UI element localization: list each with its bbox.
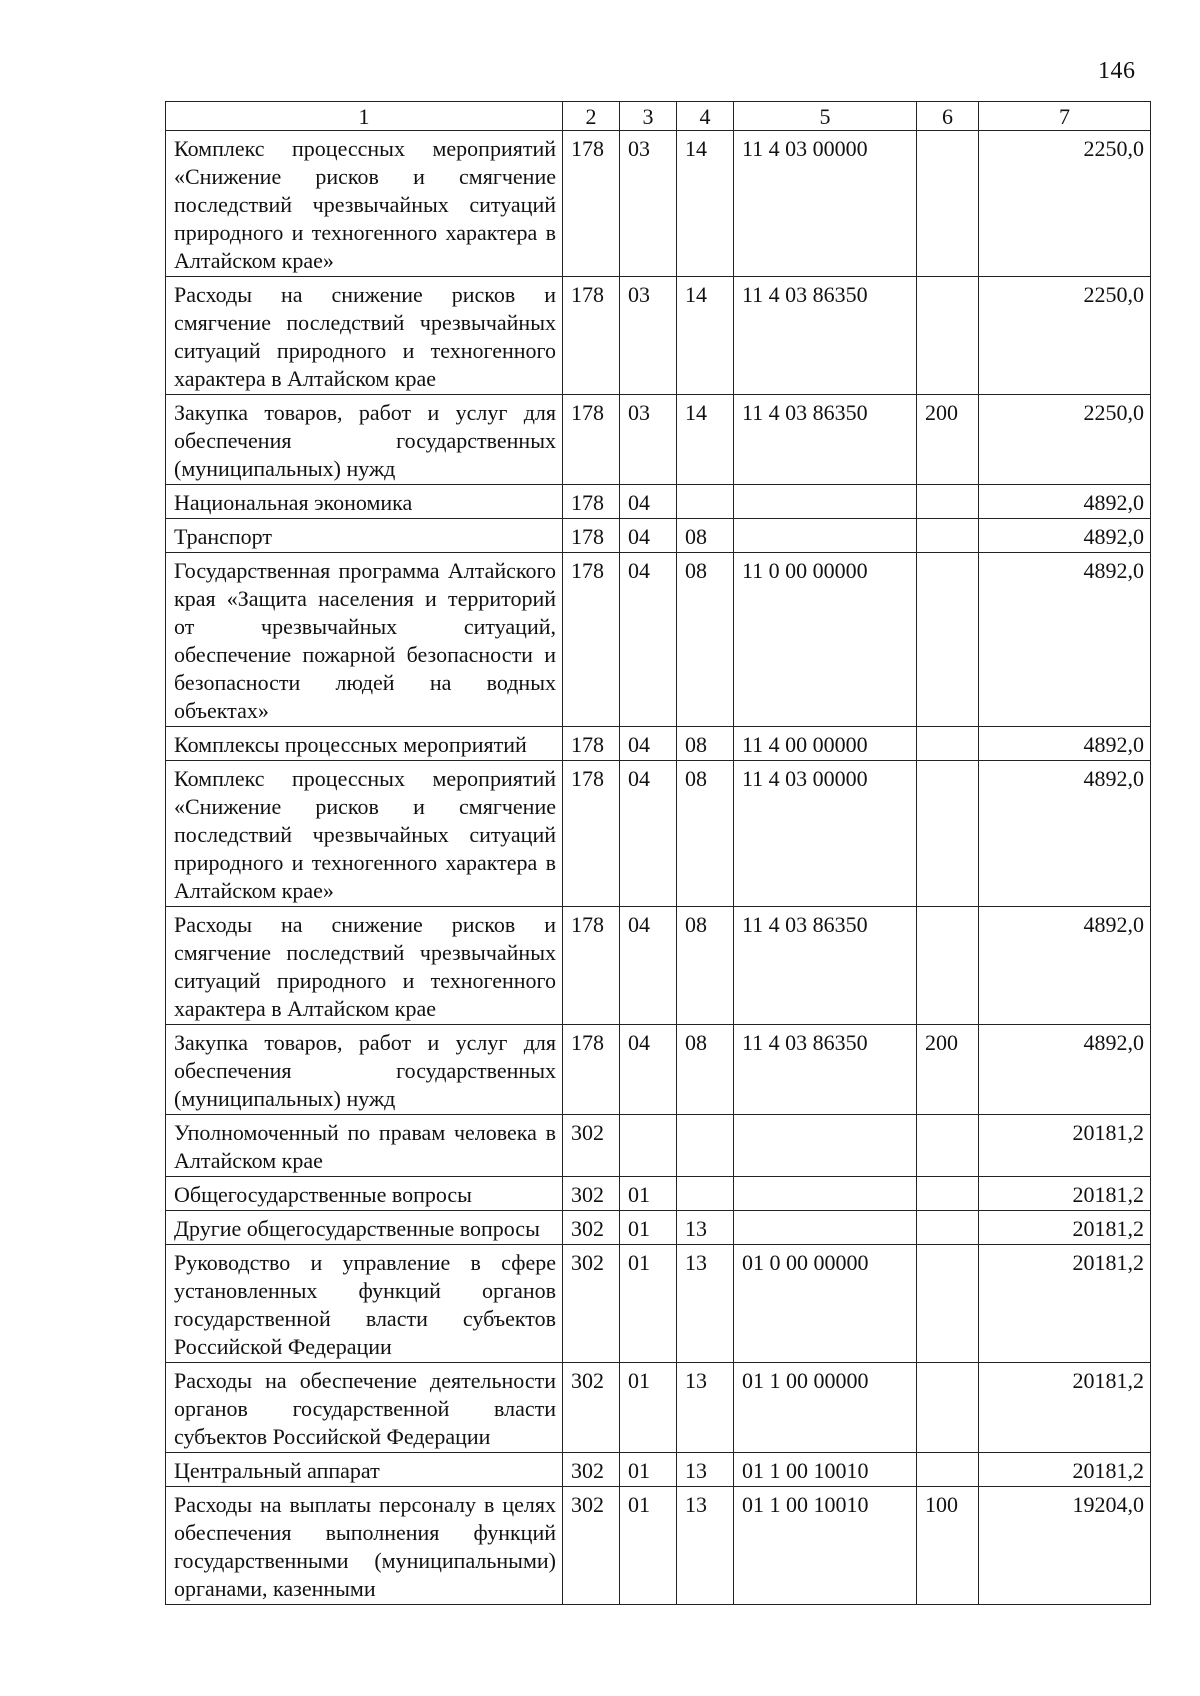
subsection-code-cell: 08 <box>677 727 734 761</box>
amount-cell: 19204,0 <box>979 1487 1151 1605</box>
subsection-code-cell <box>677 485 734 519</box>
section-code-cell <box>620 1115 677 1177</box>
target-article-cell: 01 1 00 10010 <box>734 1487 917 1605</box>
expense-name-cell: Руководство и управление в сфере установленных функций органов государственной власти субъектов Российской Федерации <box>166 1245 563 1363</box>
target-article-cell: 11 4 03 00000 <box>734 131 917 277</box>
ministry-code-cell: 302 <box>563 1453 620 1487</box>
column-header: 2 <box>563 102 620 131</box>
section-code-cell: 04 <box>620 727 677 761</box>
subsection-code-cell: 08 <box>677 761 734 907</box>
amount-cell: 4892,0 <box>979 907 1151 1025</box>
target-article-cell: 01 1 00 00000 <box>734 1363 917 1453</box>
amount-cell: 20181,2 <box>979 1363 1151 1453</box>
column-header: 4 <box>677 102 734 131</box>
expense-type-cell <box>917 519 979 553</box>
expense-type-cell <box>917 277 979 395</box>
amount-cell: 20181,2 <box>979 1211 1151 1245</box>
section-code-cell: 01 <box>620 1245 677 1363</box>
amount-cell: 4892,0 <box>979 1025 1151 1115</box>
section-code-cell: 01 <box>620 1211 677 1245</box>
subsection-code-cell: 14 <box>677 277 734 395</box>
expense-type-cell: 200 <box>917 395 979 485</box>
section-code-cell: 01 <box>620 1453 677 1487</box>
subsection-code-cell: 13 <box>677 1245 734 1363</box>
table-row <box>166 519 1151 553</box>
target-article-cell: 11 4 03 86350 <box>734 1025 917 1115</box>
amount-cell: 4892,0 <box>979 485 1151 519</box>
table-row <box>166 1363 1151 1453</box>
expense-name-cell: Комплексы процессных мероприятий <box>166 727 563 761</box>
ministry-code-cell: 178 <box>563 553 620 727</box>
ministry-code-cell: 302 <box>563 1211 620 1245</box>
subsection-code-cell: 13 <box>677 1363 734 1453</box>
target-article-cell <box>734 1211 917 1245</box>
expense-name-cell: Расходы на снижение рисков и смягчение последствий чрезвычайных ситуаций природного и техногенного характера в Алтайском крае <box>166 907 563 1025</box>
table-row <box>166 1115 1151 1177</box>
table-row <box>166 395 1151 485</box>
section-code-cell: 04 <box>620 1025 677 1115</box>
section-code-cell: 04 <box>620 485 677 519</box>
expense-type-cell <box>917 1363 979 1453</box>
section-code-cell: 03 <box>620 131 677 277</box>
expense-type-cell <box>917 761 979 907</box>
subsection-code-cell <box>677 1115 734 1177</box>
expense-type-cell <box>917 1211 979 1245</box>
section-code-cell: 04 <box>620 553 677 727</box>
amount-cell: 4892,0 <box>979 727 1151 761</box>
amount-cell: 2250,0 <box>979 277 1151 395</box>
target-article-cell: 01 0 00 00000 <box>734 1245 917 1363</box>
target-article-cell: 11 4 00 00000 <box>734 727 917 761</box>
ministry-code-cell: 178 <box>563 761 620 907</box>
table-row <box>166 1177 1151 1211</box>
expense-type-cell <box>917 485 979 519</box>
expense-type-cell <box>917 553 979 727</box>
target-article-cell <box>734 1177 917 1211</box>
column-header: 5 <box>734 102 917 131</box>
expense-type-cell <box>917 1453 979 1487</box>
expense-type-cell <box>917 1177 979 1211</box>
page-number: 146 <box>1098 58 1136 84</box>
section-code-cell: 04 <box>620 907 677 1025</box>
expense-type-cell <box>917 1115 979 1177</box>
table-row <box>166 1453 1151 1487</box>
ministry-code-cell: 178 <box>563 907 620 1025</box>
amount-cell: 4892,0 <box>979 553 1151 727</box>
expense-type-cell <box>917 727 979 761</box>
table-row <box>166 485 1151 519</box>
expense-name-cell: Транспорт <box>166 519 563 553</box>
target-article-cell: 11 4 03 86350 <box>734 277 917 395</box>
subsection-code-cell: 08 <box>677 907 734 1025</box>
section-code-cell: 03 <box>620 277 677 395</box>
ministry-code-cell: 178 <box>563 395 620 485</box>
subsection-code-cell: 13 <box>677 1487 734 1605</box>
ministry-code-cell: 302 <box>563 1245 620 1363</box>
section-code-cell: 01 <box>620 1363 677 1453</box>
target-article-cell: 11 0 00 00000 <box>734 553 917 727</box>
expense-type-cell <box>917 907 979 1025</box>
section-code-cell: 01 <box>620 1487 677 1605</box>
table-row <box>166 1211 1151 1245</box>
target-article-cell: 11 4 03 86350 <box>734 395 917 485</box>
subsection-code-cell: 08 <box>677 553 734 727</box>
target-article-cell <box>734 519 917 553</box>
expense-name-cell: Центральный аппарат <box>166 1453 563 1487</box>
section-code-cell: 03 <box>620 395 677 485</box>
subsection-code-cell: 14 <box>677 395 734 485</box>
expense-name-cell: Расходы на выплаты персоналу в целях обеспечения выполнения функций государственными (муниципальными) органами, казенными <box>166 1487 563 1605</box>
subsection-code-cell: 13 <box>677 1211 734 1245</box>
ministry-code-cell: 178 <box>563 277 620 395</box>
table-row <box>166 1487 1151 1605</box>
table-row <box>166 727 1151 761</box>
subsection-code-cell: 13 <box>677 1453 734 1487</box>
table-row <box>166 277 1151 395</box>
target-article-cell <box>734 485 917 519</box>
expense-name-cell: Другие общегосударственные вопросы <box>166 1211 563 1245</box>
expense-name-cell: Комплекс процессных мероприятий «Снижение рисков и смягчение последствий чрезвычайных ситуаций природного и техногенного характера в Алтайском крае» <box>166 761 563 907</box>
amount-cell: 2250,0 <box>979 131 1151 277</box>
ministry-code-cell: 178 <box>563 485 620 519</box>
target-article-cell: 01 1 00 10010 <box>734 1453 917 1487</box>
expense-name-cell: Расходы на обеспечение деятельности органов государственной власти субъектов Российской Федерации <box>166 1363 563 1453</box>
ministry-code-cell: 302 <box>563 1115 620 1177</box>
budget-table <box>165 101 1151 1605</box>
expense-name-cell: Закупка товаров, работ и услуг для обеспечения государственных (муниципальных) нужд <box>166 395 563 485</box>
ministry-code-cell: 178 <box>563 131 620 277</box>
amount-cell: 4892,0 <box>979 761 1151 907</box>
expense-type-cell <box>917 1245 979 1363</box>
target-article-cell: 11 4 03 86350 <box>734 907 917 1025</box>
ministry-code-cell: 302 <box>563 1363 620 1453</box>
target-article-cell <box>734 1115 917 1177</box>
table-row <box>166 761 1151 907</box>
expense-type-cell: 200 <box>917 1025 979 1115</box>
expense-type-cell <box>917 131 979 277</box>
expense-name-cell: Общегосударственные вопросы <box>166 1177 563 1211</box>
expense-name-cell: Уполномоченный по правам человека в Алтайском крае <box>166 1115 563 1177</box>
target-article-cell: 11 4 03 00000 <box>734 761 917 907</box>
amount-cell: 4892,0 <box>979 519 1151 553</box>
expense-type-cell: 100 <box>917 1487 979 1605</box>
ministry-code-cell: 178 <box>563 727 620 761</box>
section-code-cell: 04 <box>620 519 677 553</box>
expense-name-cell: Государственная программа Алтайского края «Защита населения и территорий от чрезвычайных ситуаций, обеспечение пожарной безопасности и безопасности людей на водных объектах» <box>166 553 563 727</box>
amount-cell: 20181,2 <box>979 1453 1151 1487</box>
column-header: 6 <box>917 102 979 131</box>
amount-cell: 20181,2 <box>979 1177 1151 1211</box>
expense-name-cell: Расходы на снижение рисков и смягчение последствий чрезвычайных ситуаций природного и техногенного характера в Алтайском крае <box>166 277 563 395</box>
subsection-code-cell: 14 <box>677 131 734 277</box>
ministry-code-cell: 178 <box>563 519 620 553</box>
table-row <box>166 907 1151 1025</box>
amount-cell: 2250,0 <box>979 395 1151 485</box>
expense-name-cell: Закупка товаров, работ и услуг для обеспечения государственных (муниципальных) нужд <box>166 1025 563 1115</box>
amount-cell: 20181,2 <box>979 1115 1151 1177</box>
subsection-code-cell: 08 <box>677 1025 734 1115</box>
table-row <box>166 1245 1151 1363</box>
expense-name-cell: Комплекс процессных мероприятий «Снижение рисков и смягчение последствий чрезвычайных ситуаций природного и техногенного характера в Алтайском крае» <box>166 131 563 277</box>
subsection-code-cell: 08 <box>677 519 734 553</box>
header-row <box>166 102 1151 131</box>
ministry-code-cell: 302 <box>563 1177 620 1211</box>
ministry-code-cell: 178 <box>563 1025 620 1115</box>
ministry-code-cell: 302 <box>563 1487 620 1605</box>
table-row <box>166 131 1151 277</box>
table-row <box>166 553 1151 727</box>
table-row <box>166 1025 1151 1115</box>
subsection-code-cell <box>677 1177 734 1211</box>
section-code-cell: 04 <box>620 761 677 907</box>
column-header: 1 <box>166 102 563 131</box>
amount-cell: 20181,2 <box>979 1245 1151 1363</box>
column-header: 7 <box>979 102 1151 131</box>
expense-name-cell: Национальная экономика <box>166 485 563 519</box>
section-code-cell: 01 <box>620 1177 677 1211</box>
column-header: 3 <box>620 102 677 131</box>
